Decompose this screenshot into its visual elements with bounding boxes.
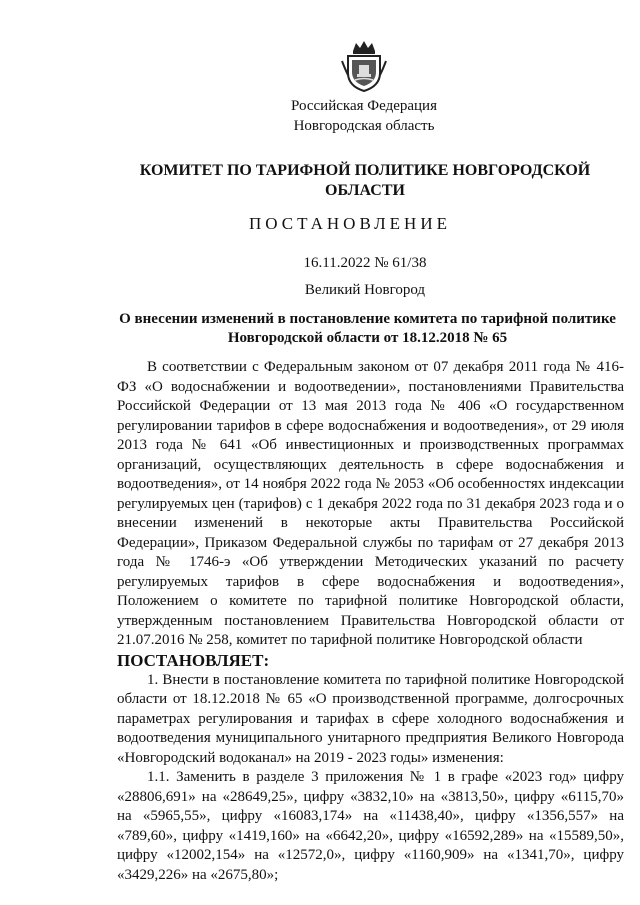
document-type: ПОСТАНОВЛЕНИЕ bbox=[248, 214, 451, 233]
resolves-heading: ПОСТАНОВЛЯЕТ: bbox=[117, 650, 270, 670]
subject-line-1: О внесении изменений в постановление комитета по тарифной политике bbox=[119, 311, 616, 327]
subject-line-2: Новгородской области от 18.12.2018 № 65 bbox=[227, 330, 508, 346]
item-1-paragraph: 1. Внести в постановление комитета по тарифной политике Новгородской области от 18.12.2018 № 65 «О производственной программе, долгосрочных параметрах регулирования и тарифах в сфере холодного водоснабжения и водоотведения муниципального унитарного предприятия Великого Новгорода «Новгородский водоканал» на 2019 - 2023 годы» изменения: bbox=[117, 671, 624, 766]
country-name: Российская Федерация bbox=[291, 98, 437, 114]
document-date-number: 16.11.2022 № 61/38 bbox=[303, 255, 427, 271]
preamble-paragraph: В соответствии с Федеральным законом от 07 декабря 2011 года № 416-ФЗ «О водоснабжении и водоотведении», постановлениями Правительства Российской Федерации от 13 мая 2013 года № 406 «О государственном регулировании тарифов в сфере водоснабжения и водоотведения», от 29 июля 2013 года № 641 «Об инвестиционных и производственных программах организаций, осуществляющих деятельность в сфере водоснабжения и водоотведения», от 14 ноября 2022 года № 2053 «Об особенностях индексации регулируемых цен (тарифов) с 1 декабря 2022 года по 31 декабря 2023 года и о внесении изменений в некоторые акты Правительства Российской Федерации», Приказом Федеральной службы по тарифам от 27 декабря 2013 года № 1746-э «Об утверждении Методических указаний по расчету регулируемых тарифов в сфере водоснабжения и водоотведения», Положением о комитете по тарифной политике Новгородской области, утвержденным постановлением Правительства Новгородской области от 21.07.2016 № 258, комитет по тарифной политике Новгородской области bbox=[117, 359, 624, 648]
coat-of-arms-icon bbox=[339, 39, 389, 93]
document-city: Великий Новгород bbox=[304, 282, 426, 298]
committee-title-line-1: КОМИТЕТ ПО ТАРИФНОЙ ПОЛИТИКЕ НОВГОРОДСКОЙ bbox=[139, 162, 591, 179]
document-body bbox=[117, 358, 624, 885]
item-1-1-paragraph: 1.1. Заменить в разделе 3 приложения № 1 в графе «2023 год» цифру «28806,691» на «28649,25», цифру «3832,10» на «3813,50», цифру «6115,70» на «5965,55», цифру «16083,174» на «11438,40», цифру «1356,557» на «789,60», цифру «1419,160» на «6642,20», цифру «16592,289» на «15589,50», цифру «12002,154» на «12572,0», цифру «1160,909» на «1341,70», цифру «3429,226» на «2675,80»; bbox=[117, 769, 624, 883]
committee-title-line-2: ОБЛАСТИ bbox=[325, 182, 405, 199]
region-name: Новгородская область bbox=[293, 118, 435, 134]
